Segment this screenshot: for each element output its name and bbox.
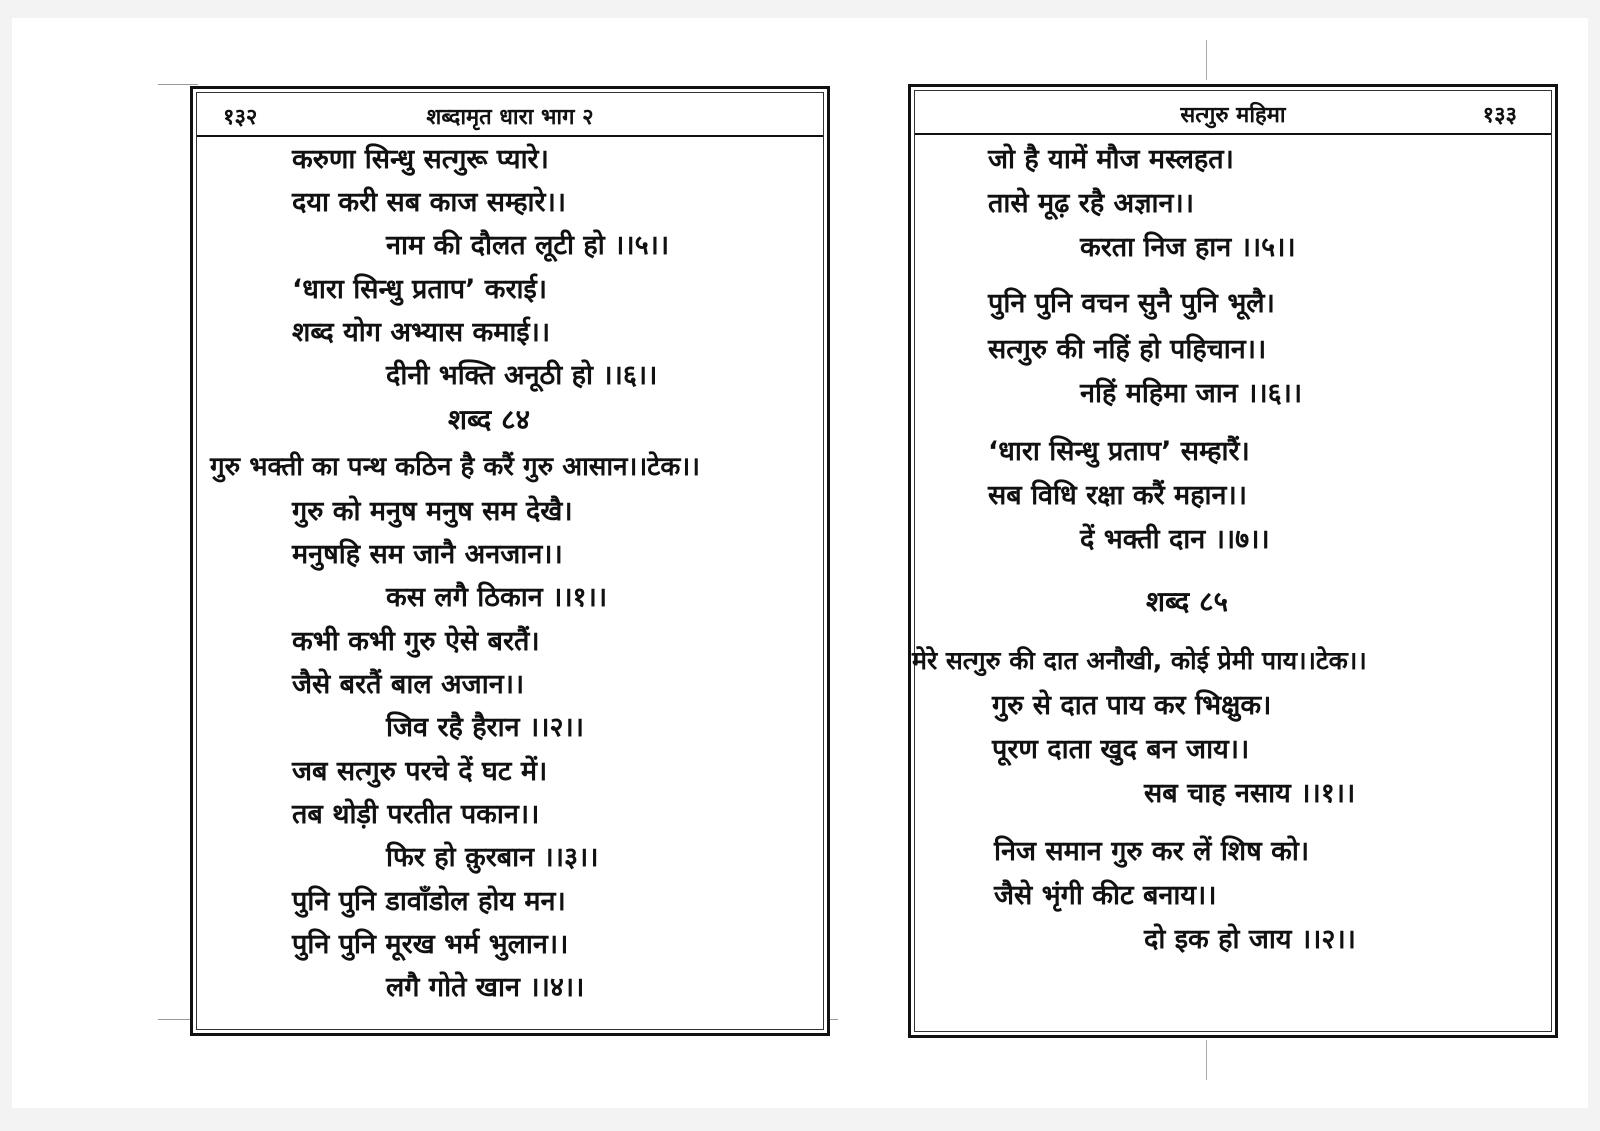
verse-refrain: दो इक हो जाय ।।२।।: [1144, 924, 1356, 955]
verse-line: निज समान गुरु कर लें शिष को।: [994, 836, 1310, 867]
verse-line: जैसे बरतैं बाल अजान।।: [292, 669, 525, 700]
verse-refrain: नहिं महिमा जान ।।६।।: [1080, 378, 1303, 409]
verse-line: मनुषहि सम जानै अनजान।।: [292, 539, 563, 570]
verse-line: जब सत्गुरु परचे दें घट में।: [292, 756, 548, 787]
verse-line: जो है यामें मौज मस्लहत।: [988, 144, 1234, 175]
verse-line: करुणा सिन्धु सत्गुरू प्यारे।: [292, 144, 549, 175]
right-page-number: १३३: [1482, 103, 1517, 128]
left-page-running-title: शब्दामृत धारा भाग २: [426, 105, 594, 130]
tek-line: मेरे सत्गुरु की दात अनौखी, कोई प्रेमी पाय।।टेक।।: [912, 646, 1367, 675]
verse-line: पुनि पुनि वचन सुनै पुनि भूलै।: [988, 288, 1275, 319]
verse-refrain: कस लगै ठिकान ।।१।।: [386, 582, 608, 613]
verse-line: तासे मूढ़ रहै अज्ञान।।: [988, 188, 1194, 219]
shabd-heading: शब्द ८४: [448, 403, 531, 436]
right-page-running-title: सत्गुरु महिमा: [1180, 103, 1286, 128]
verse-refrain: दें भक्ती दान ।।७।।: [1080, 524, 1270, 555]
verse-line: सत्गुरु की नहिं हो पहिचान।।: [988, 334, 1267, 365]
verse-line: गुरु को मनुष मनुष सम देखै।: [292, 496, 573, 527]
left-page-number: १३२: [223, 105, 258, 130]
verse-line: ‘धारा सिन्धु प्रताप’ कराई।: [292, 274, 548, 305]
verse-line: शब्द योग अभ्यास कमाई।।: [292, 317, 551, 348]
verse-refrain: फिर हो क़ुरबान ।।३।।: [386, 842, 599, 873]
verse-line: पूरण दाता खुद बन जाय।।: [992, 734, 1250, 765]
verse-refrain: करता निज हान ।।५।।: [1080, 232, 1296, 263]
verse-refrain: सब चाह नसाय ।।१।।: [1144, 778, 1356, 809]
verse-line: सब विधि रक्षा करैं महान।।: [988, 480, 1247, 511]
tek-line: गुरु भक्ती का पन्थ कठिन है करैं गुरु आसान।।टेक।।: [210, 452, 701, 482]
verse-line: पुनि पुनि मूरख भर्म भुलान।।: [292, 929, 569, 960]
shabd-heading: शब्द ८५: [1146, 585, 1229, 618]
verse-line: कभी कभी गुरु ऐसे बरतैं।: [292, 626, 540, 657]
verse-refrain: दीनी भक्ति अनूठी हो ।।६।।: [386, 360, 658, 391]
verse-refrain: लगै गोते खान ।।४।।: [386, 972, 585, 1003]
verse-line: दया करी सब काज सम्हारे।।: [292, 187, 567, 218]
right-page-header: [915, 91, 1551, 135]
scan-mark: [1206, 40, 1207, 80]
scan-mark: [1206, 1040, 1207, 1080]
scan-mark: [158, 84, 198, 85]
verse-line: पुनि पुनि डावाँडोल होय मन।: [292, 886, 566, 917]
verse-line: गुरु से दात पाय कर भिक्षुक।: [992, 690, 1272, 721]
verse-line: तब थोड़ी परतीत पकान।।: [292, 799, 540, 830]
verse-refrain: नाम की दौलत लूटी हो ।।५।।: [386, 230, 670, 261]
left-page-header: [197, 93, 823, 137]
verse-line: ‘धारा सिन्धु प्रताप’ सम्हारैं।: [988, 436, 1250, 467]
verse-line: जैसे भृंगी कीट बनाय।।: [994, 880, 1217, 911]
verse-refrain: जिव रहै हैरान ।।२।।: [386, 712, 584, 743]
